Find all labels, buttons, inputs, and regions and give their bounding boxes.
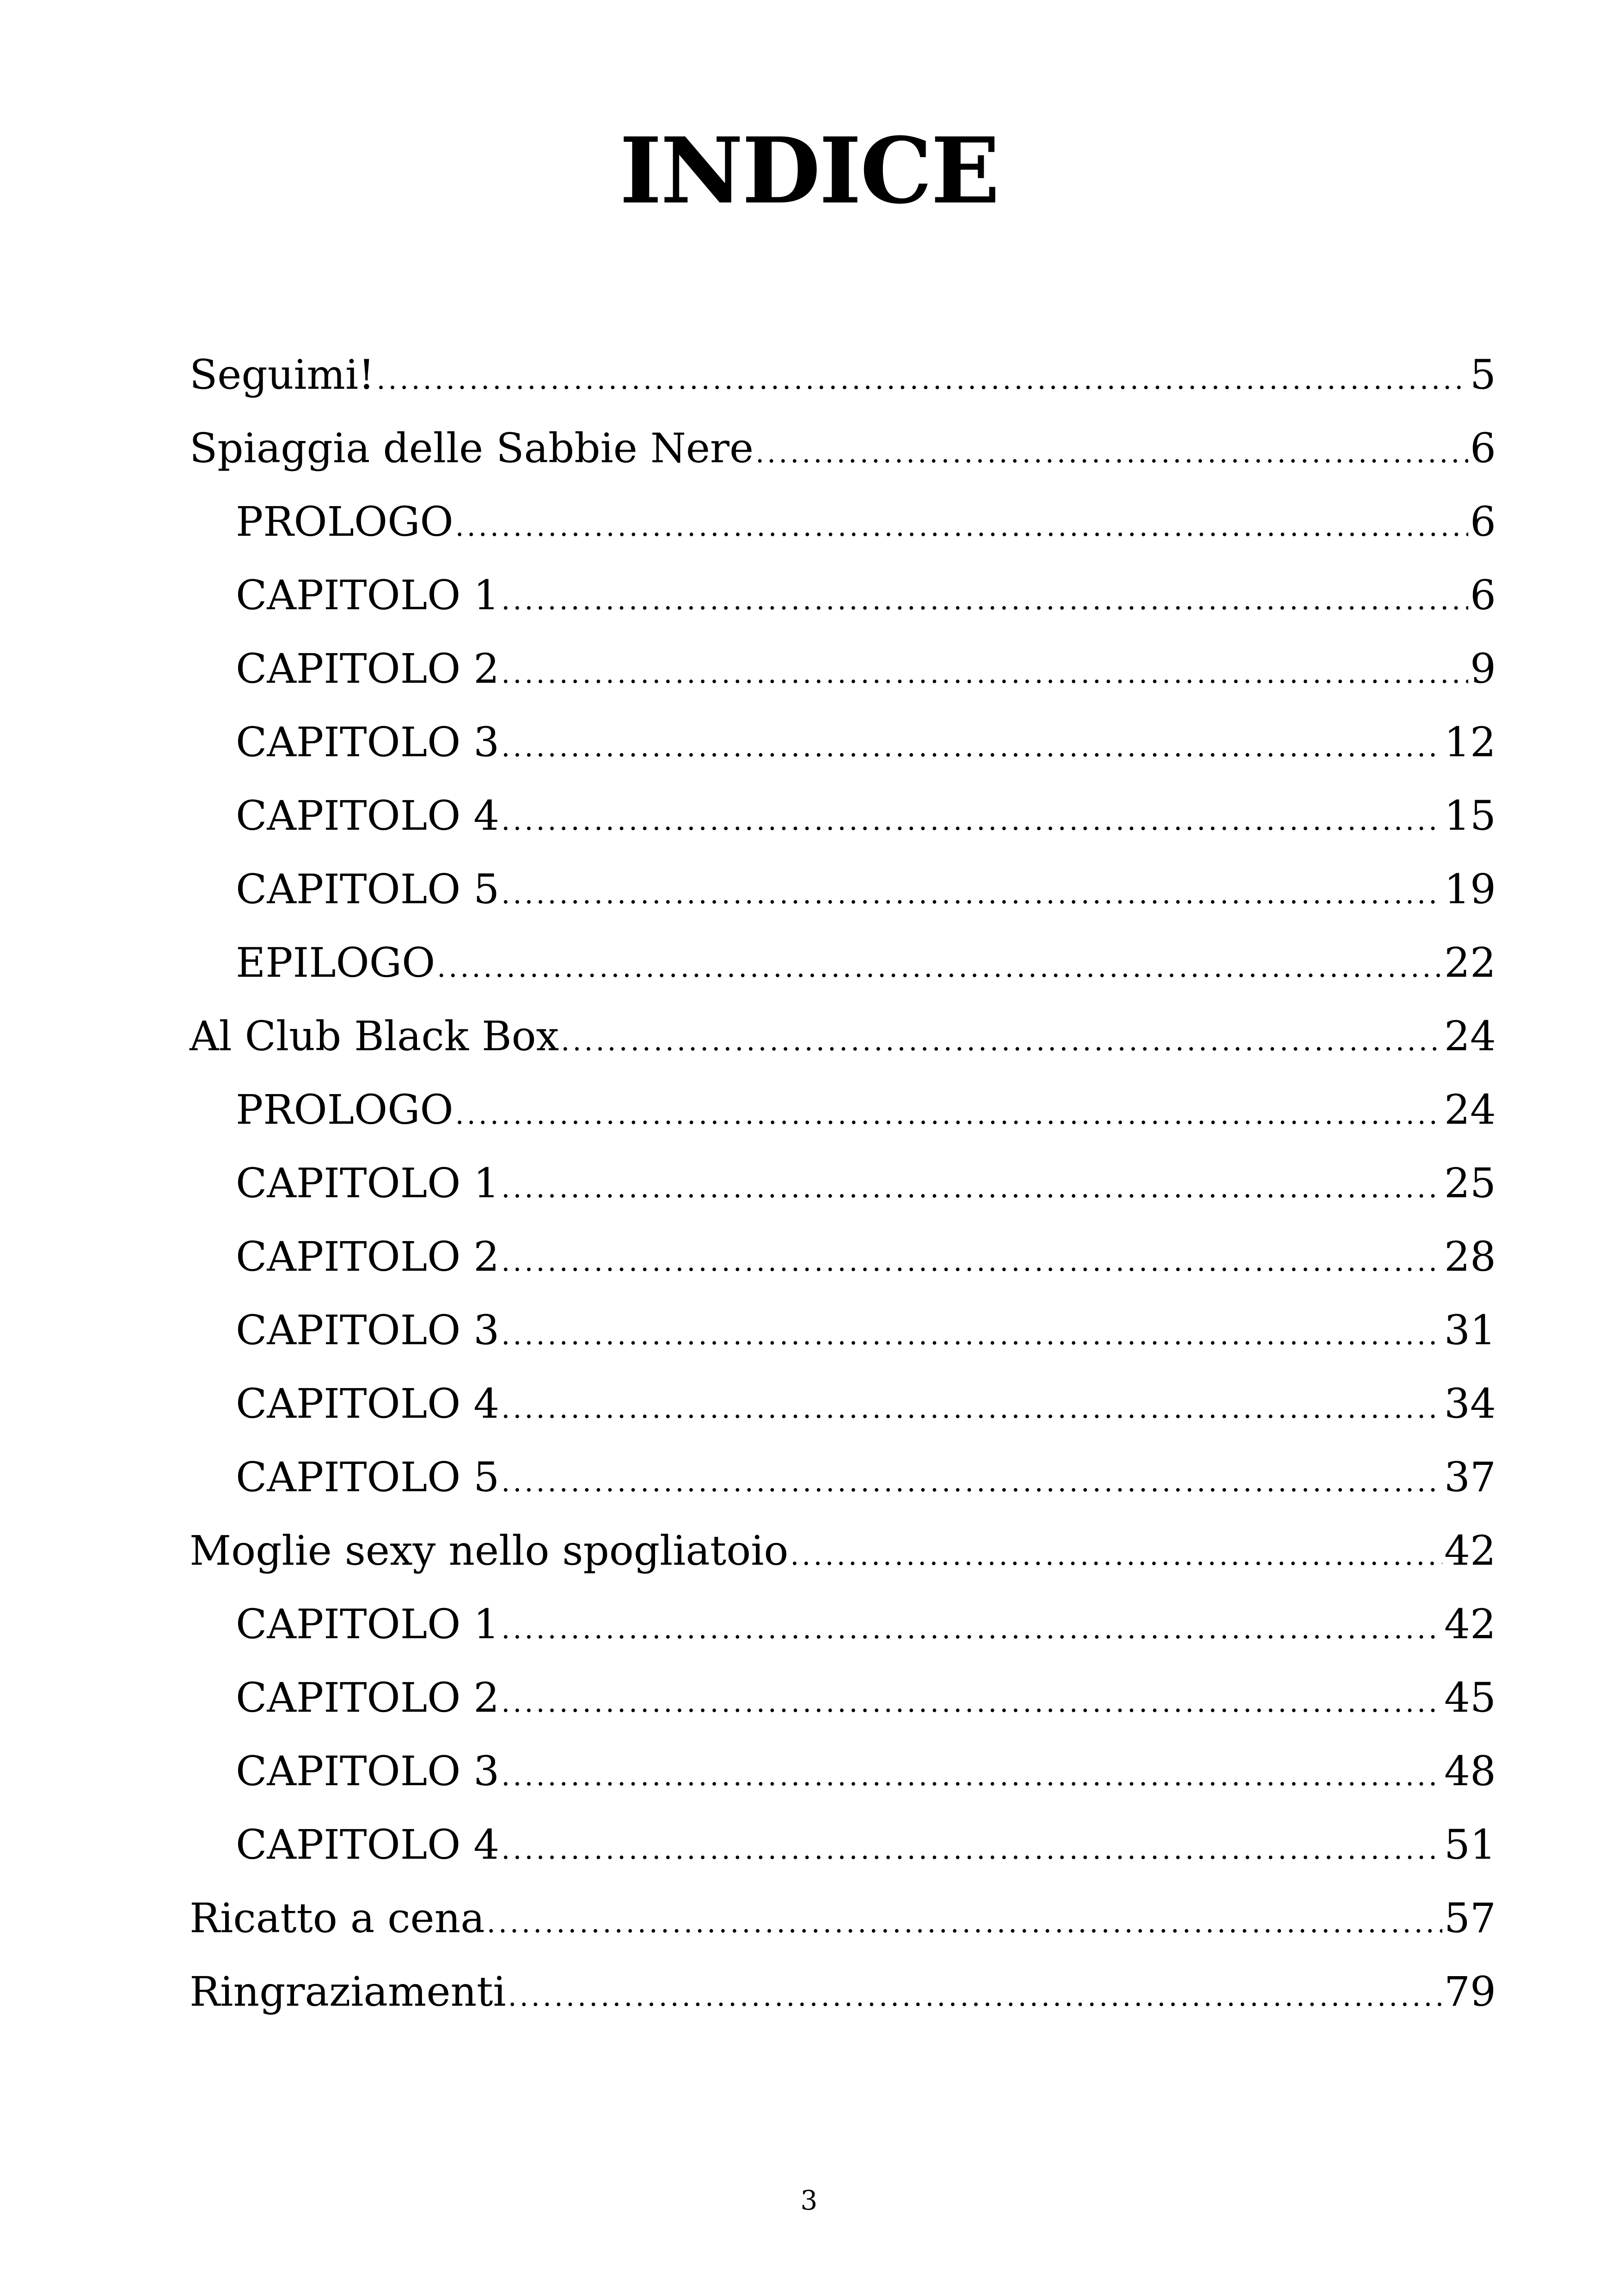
toc-entry-title: EPILOGO (236, 939, 435, 986)
toc-entry-capitolo-4[interactable] (190, 788, 1496, 862)
toc-entry-seguimi[interactable] (190, 347, 1496, 421)
toc-entry-page: 15 (1444, 792, 1496, 839)
dot-leader (561, 1013, 1442, 1069)
toc-entry-capitolo-1[interactable] (190, 1156, 1496, 1229)
toc-entry-al-club-black-box[interactable] (190, 1009, 1496, 1082)
toc-entry-page: 28 (1444, 1233, 1496, 1280)
dot-leader (487, 1895, 1442, 1951)
toc-entry-title: CAPITOLO 5 (236, 1453, 500, 1501)
toc-entry-prologo[interactable] (190, 494, 1496, 568)
dot-leader (376, 352, 1468, 407)
toc-entry-title: CAPITOLO 3 (236, 718, 500, 766)
dot-leader (501, 572, 1468, 628)
toc-entry-moglie-sexy-nello-spogliatoio[interactable] (190, 1523, 1496, 1597)
toc-entry-title: CAPITOLO 1 (236, 1600, 500, 1648)
dot-leader (501, 1601, 1442, 1657)
toc-entry-page: 42 (1444, 1527, 1496, 1574)
toc-entry-page: 5 (1470, 351, 1496, 398)
toc-entry-page: 57 (1444, 1894, 1496, 1942)
toc-entry-page: 6 (1470, 571, 1496, 619)
toc-entry-title: Seguimi! (190, 351, 375, 398)
dot-leader (508, 1969, 1442, 2024)
toc-entry-capitolo-4[interactable] (190, 1817, 1496, 1891)
toc-entry-page: 24 (1444, 1086, 1496, 1133)
toc-entry-capitolo-1[interactable] (190, 1597, 1496, 1670)
page-number: 3 (800, 2185, 818, 2216)
toc-entry-page: 48 (1444, 1747, 1496, 1795)
toc-entry-ringraziamenti[interactable] (190, 1964, 1496, 2038)
toc-entry-page: 6 (1470, 498, 1496, 545)
toc-entry-title: CAPITOLO 2 (236, 645, 500, 692)
toc-entry-capitolo-2[interactable] (190, 1229, 1496, 1303)
dot-leader (755, 425, 1468, 481)
toc-entry-title: PROLOGO (236, 498, 454, 545)
toc-entry-capitolo-2[interactable] (190, 1670, 1496, 1744)
toc-entry-title: PROLOGO (236, 1086, 454, 1133)
dot-leader (790, 1528, 1442, 1583)
toc-entry-page: 51 (1444, 1821, 1496, 1868)
table-of-contents (190, 347, 1496, 2038)
dot-leader (437, 940, 1442, 995)
toc-entry-capitolo-1[interactable] (190, 568, 1496, 641)
dot-leader (501, 646, 1468, 701)
toc-entry-page: 34 (1444, 1380, 1496, 1427)
dot-leader (501, 1822, 1442, 1877)
toc-entry-prologo[interactable] (190, 1082, 1496, 1156)
toc-entry-title: CAPITOLO 2 (236, 1674, 500, 1721)
toc-entry-page: 9 (1470, 645, 1496, 692)
toc-entry-title: CAPITOLO 4 (236, 1821, 500, 1868)
toc-entry-ricatto-a-cena[interactable] (190, 1891, 1496, 1964)
toc-entry-page: 45 (1444, 1674, 1496, 1721)
toc-entry-page: 12 (1444, 718, 1496, 766)
toc-entry-title: CAPITOLO 5 (236, 865, 500, 913)
dot-leader (455, 1087, 1442, 1142)
dot-leader (501, 1234, 1442, 1289)
dot-leader (501, 1160, 1442, 1216)
toc-entry-title: CAPITOLO 2 (236, 1233, 500, 1280)
toc-entry-capitolo-5[interactable] (190, 1450, 1496, 1523)
toc-entry-page: 25 (1444, 1159, 1496, 1207)
dot-leader (455, 499, 1468, 554)
toc-entry-spiaggia-delle-sabbie-nere[interactable] (190, 421, 1496, 494)
toc-entry-title: Ringraziamenti (190, 1968, 506, 2015)
toc-entry-capitolo-3[interactable] (190, 1303, 1496, 1376)
toc-entry-title: Moglie sexy nello spogliatoio (190, 1527, 789, 1574)
toc-entry-page: 42 (1444, 1600, 1496, 1648)
dot-leader (501, 1675, 1442, 1730)
dot-leader (501, 719, 1442, 775)
dot-leader (501, 793, 1442, 848)
dot-leader (501, 1381, 1442, 1436)
dot-leader (501, 1307, 1442, 1363)
toc-entry-title: CAPITOLO 3 (236, 1747, 500, 1795)
dot-leader (501, 1454, 1442, 1510)
toc-entry-title: Al Club Black Box (190, 1012, 559, 1060)
toc-entry-page: 22 (1444, 939, 1496, 986)
dot-leader (501, 1748, 1442, 1804)
toc-entry-page: 79 (1444, 1968, 1496, 2015)
toc-entry-title: CAPITOLO 1 (236, 571, 500, 619)
toc-entry-epilogo[interactable] (190, 935, 1496, 1009)
toc-entry-title: CAPITOLO 4 (236, 792, 500, 839)
dot-leader (501, 866, 1442, 922)
toc-entry-page: 31 (1444, 1306, 1496, 1354)
toc-entry-capitolo-5[interactable] (190, 862, 1496, 935)
page-title: INDICE (619, 118, 999, 224)
toc-entry-capitolo-3[interactable] (190, 715, 1496, 788)
toc-entry-capitolo-4[interactable] (190, 1376, 1496, 1450)
toc-entry-page: 37 (1444, 1453, 1496, 1501)
toc-entry-page: 24 (1444, 1012, 1496, 1060)
toc-entry-title: CAPITOLO 4 (236, 1380, 500, 1427)
toc-entry-title: Spiaggia delle Sabbie Nere (190, 424, 754, 472)
toc-entry-title: CAPITOLO 1 (236, 1159, 500, 1207)
toc-entry-title: CAPITOLO 3 (236, 1306, 500, 1354)
toc-entry-capitolo-3[interactable] (190, 1744, 1496, 1817)
toc-entry-page: 6 (1470, 424, 1496, 472)
toc-entry-capitolo-2[interactable] (190, 641, 1496, 715)
toc-entry-page: 19 (1444, 865, 1496, 913)
toc-entry-title: Ricatto a cena (190, 1894, 485, 1942)
